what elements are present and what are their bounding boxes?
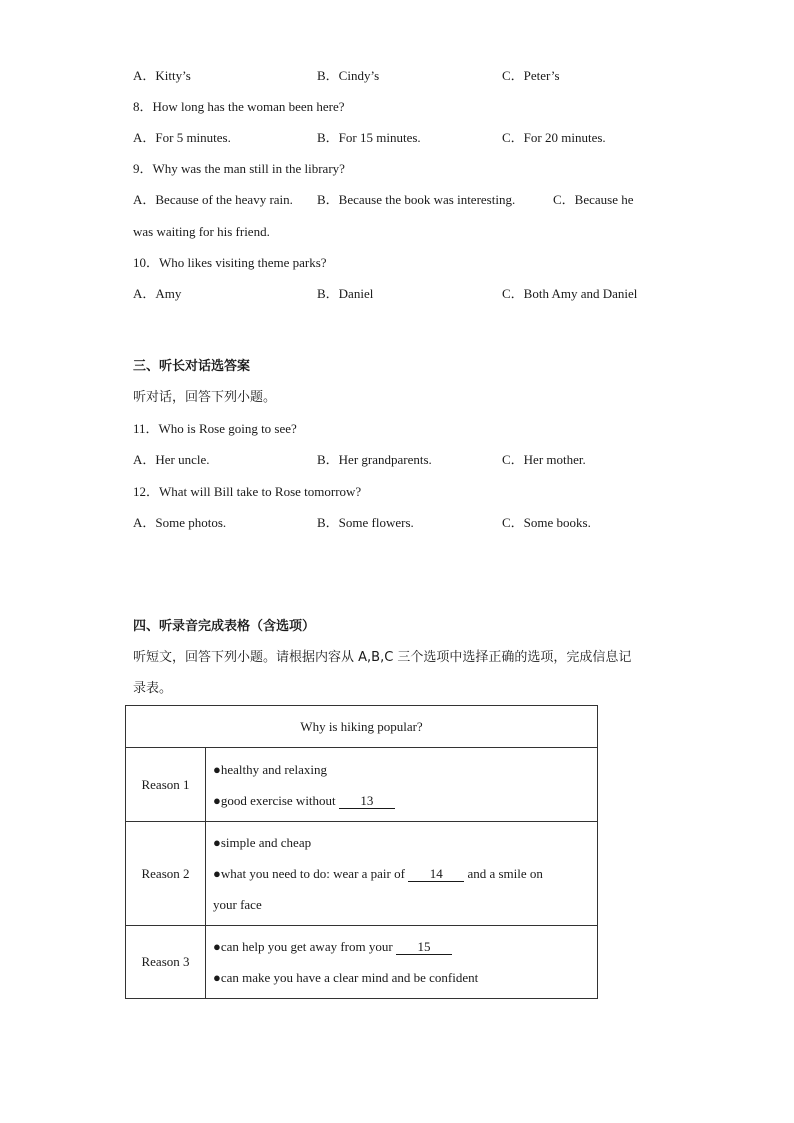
table-title: Why is hiking popular? bbox=[126, 706, 598, 748]
blank-13[interactable]: 13 bbox=[339, 794, 395, 809]
table-row-reason-2 bbox=[126, 822, 598, 926]
section3-instruction: 听对话，回答下列小题。 bbox=[133, 390, 277, 405]
reason-1-line-1: ●healthy and relaxing bbox=[213, 761, 327, 777]
q11-option-c: C．Her mother. bbox=[502, 452, 586, 467]
q11-option-b: B．Her grandparents. bbox=[317, 452, 432, 467]
hiking-info-table bbox=[125, 705, 598, 999]
blank-15[interactable]: 15 bbox=[396, 940, 452, 955]
section4-instruction-line2: 录表。 bbox=[133, 681, 173, 696]
reason-2-text-post: and a smile on bbox=[464, 866, 543, 881]
reason-1-line-2 bbox=[213, 785, 597, 816]
q10-option-b: B．Daniel bbox=[317, 286, 374, 301]
reason-2-line-1: ●simple and cheap bbox=[213, 835, 312, 850]
q12-option-c: C．Some books. bbox=[502, 515, 591, 530]
reason-2-line-3: your face bbox=[213, 897, 262, 912]
table-row-reason-3 bbox=[126, 926, 598, 999]
q9-option-a: A．Because of the heavy rain. bbox=[133, 192, 293, 207]
reason-3-label: Reason 3 bbox=[126, 926, 206, 999]
section3-heading: 三、听长对话选答案 bbox=[133, 359, 251, 374]
q10-option-a: A．Amy bbox=[133, 286, 182, 301]
q11-option-a: A．Her uncle. bbox=[133, 452, 210, 467]
q10-option-c: C．Both Amy and Daniel bbox=[502, 286, 638, 301]
reason-3-content bbox=[206, 926, 598, 999]
section4-heading: 四、听录音完成表格（含选项） bbox=[133, 619, 316, 634]
q8-option-a: A．For 5 minutes. bbox=[133, 130, 231, 145]
reason-2-text-pre: ●what you need to do: wear a pair of bbox=[213, 866, 409, 881]
reason-3-text: ●can help you get away from your bbox=[213, 939, 396, 954]
reason-2-label: Reason 2 bbox=[126, 822, 206, 926]
table-row-reason-1 bbox=[126, 748, 598, 822]
reason-1-text: ●good exercise without bbox=[213, 792, 339, 808]
q10-question: 10．Who likes visiting theme parks? bbox=[133, 255, 327, 270]
reason-1-content bbox=[206, 748, 598, 822]
q9-option-c-continued: was waiting for his friend. bbox=[133, 224, 270, 239]
reason-3-line-2: ●can make you have a clear mind and be confident bbox=[213, 970, 479, 985]
blank-14[interactable]: 14 bbox=[408, 867, 464, 882]
reason-3-line-1 bbox=[213, 931, 597, 962]
q9-question: 9．Why was the man still in the library? bbox=[133, 161, 345, 176]
q9-option-b: B．Because the book was interesting. bbox=[317, 192, 516, 207]
q9-option-c: C．Because he bbox=[553, 192, 634, 207]
q8-option-c: C．For 20 minutes. bbox=[502, 130, 606, 145]
reason-2-content bbox=[206, 822, 598, 926]
q12-option-a: A．Some photos. bbox=[133, 515, 227, 530]
q7-option-a: A．Kitty’s bbox=[133, 68, 191, 83]
q7-option-b: B．Cindy’s bbox=[317, 68, 380, 83]
q8-option-b: B．For 15 minutes. bbox=[317, 130, 421, 145]
q8-question: 8．How long has the woman been here? bbox=[133, 99, 345, 114]
reason-1-label: Reason 1 bbox=[126, 748, 206, 822]
q12-question: 12．What will Bill take to Rose tomorrow? bbox=[133, 484, 362, 499]
q7-option-c: C．Peter’s bbox=[502, 68, 560, 83]
section4-instruction-line1: 听短文，回答下列小题。请根据内容从 A,B,C 三个选项中选择正确的选项，完成信息记 bbox=[133, 650, 632, 665]
q12-option-b: B．Some flowers. bbox=[317, 515, 414, 530]
q11-question: 11．Who is Rose going to see? bbox=[133, 421, 297, 436]
reason-2-line-2 bbox=[213, 858, 597, 889]
